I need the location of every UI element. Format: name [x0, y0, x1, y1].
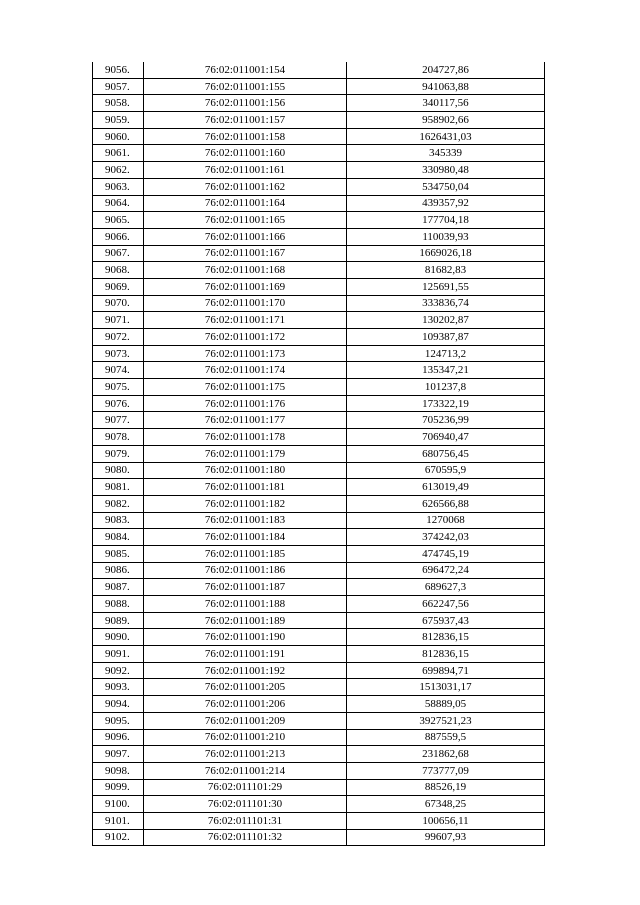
- cadastral-value-cell: 474745,19: [347, 545, 545, 562]
- cadastral-value-cell: 941063,88: [347, 78, 545, 95]
- cadastral-number-cell: 76:02:011001:184: [144, 529, 347, 546]
- row-number-cell: 9075.: [93, 379, 144, 396]
- cadastral-value-cell: 706940,47: [347, 429, 545, 446]
- row-number-cell: 9071.: [93, 312, 144, 329]
- cadastral-number-cell: 76:02:011001:192: [144, 662, 347, 679]
- cadastral-number-cell: 76:02:011001:214: [144, 762, 347, 779]
- cadastral-value-cell: 670595,9: [347, 462, 545, 479]
- cadastral-value-cell: 1669026,18: [347, 245, 545, 262]
- row-number-cell: 9061.: [93, 145, 144, 162]
- row-number-cell: 9080.: [93, 462, 144, 479]
- row-number-cell: 9083.: [93, 512, 144, 529]
- row-number-cell: 9076.: [93, 395, 144, 412]
- table-row: [93, 679, 545, 696]
- cadastral-number-cell: 76:02:011001:171: [144, 312, 347, 329]
- cadastral-value-cell: 333836,74: [347, 295, 545, 312]
- cadastral-value-cell: 662247,56: [347, 596, 545, 613]
- table-row: [93, 112, 545, 129]
- cadastral-value-cell: 626566,88: [347, 495, 545, 512]
- cadastral-value-cell: 534750,04: [347, 178, 545, 195]
- cadastral-number-cell: 76:02:011101:30: [144, 796, 347, 813]
- cadastral-value-cell: 340117,56: [347, 95, 545, 112]
- table-row: [93, 812, 545, 829]
- cadastral-number-cell: 76:02:011001:205: [144, 679, 347, 696]
- cadastral-number-cell: 76:02:011001:180: [144, 462, 347, 479]
- row-number-cell: 9057.: [93, 78, 144, 95]
- table-row: [93, 462, 545, 479]
- cadastral-value-cell: 374242,03: [347, 529, 545, 546]
- table-row: [93, 646, 545, 663]
- cadastral-value-cell: 613019,49: [347, 479, 545, 496]
- table-row: [93, 562, 545, 579]
- cadastral-number-cell: 76:02:011001:185: [144, 545, 347, 562]
- cadastral-number-cell: 76:02:011001:190: [144, 629, 347, 646]
- cadastral-number-cell: 76:02:011001:191: [144, 646, 347, 663]
- cadastral-number-cell: 76:02:011001:172: [144, 329, 347, 346]
- row-number-cell: 9094.: [93, 696, 144, 713]
- row-number-cell: 9064.: [93, 195, 144, 212]
- table-row: [93, 796, 545, 813]
- row-number-cell: 9079.: [93, 445, 144, 462]
- table-row: [93, 128, 545, 145]
- cadastral-value-cell: 675937,43: [347, 612, 545, 629]
- cadastral-number-cell: 76:02:011001:169: [144, 278, 347, 295]
- table-row: [93, 195, 545, 212]
- cadastral-number-cell: 76:02:011001:154: [144, 62, 347, 78]
- cadastral-number-cell: 76:02:011001:210: [144, 729, 347, 746]
- cadastral-number-cell: 76:02:011001:156: [144, 95, 347, 112]
- cadastral-number-cell: 76:02:011001:160: [144, 145, 347, 162]
- cadastral-number-cell: 76:02:011001:174: [144, 362, 347, 379]
- row-number-cell: 9100.: [93, 796, 144, 813]
- cadastral-number-cell: 76:02:011001:178: [144, 429, 347, 446]
- row-number-cell: 9074.: [93, 362, 144, 379]
- cadastral-value-cell: 58889,05: [347, 696, 545, 713]
- cadastral-value-cell: 231862,68: [347, 746, 545, 763]
- table-row: [93, 345, 545, 362]
- table-row: [93, 212, 545, 229]
- cadastral-number-cell: 76:02:011001:186: [144, 562, 347, 579]
- cadastral-value-cell: 177704,18: [347, 212, 545, 229]
- table-row: [93, 829, 545, 846]
- row-number-cell: 9060.: [93, 128, 144, 145]
- row-number-cell: 9093.: [93, 679, 144, 696]
- cadastral-number-cell: 76:02:011101:32: [144, 829, 347, 846]
- table-row: [93, 228, 545, 245]
- table-row: [93, 662, 545, 679]
- table-row: [93, 762, 545, 779]
- row-number-cell: 9096.: [93, 729, 144, 746]
- cadastral-number-cell: 76:02:011001:167: [144, 245, 347, 262]
- cadastral-number-cell: 76:02:011001:179: [144, 445, 347, 462]
- row-number-cell: 9092.: [93, 662, 144, 679]
- cadastral-value-cell: 135347,21: [347, 362, 545, 379]
- table-row: [93, 412, 545, 429]
- cadastral-number-cell: 76:02:011001:182: [144, 495, 347, 512]
- row-number-cell: 9069.: [93, 278, 144, 295]
- table-row: [93, 262, 545, 279]
- row-number-cell: 9102.: [93, 829, 144, 846]
- cadastral-value-cell: 689627,3: [347, 579, 545, 596]
- cadastral-number-cell: 76:02:011001:188: [144, 596, 347, 613]
- cadastral-value-cell: 173322,19: [347, 395, 545, 412]
- row-number-cell: 9077.: [93, 412, 144, 429]
- row-number-cell: 9065.: [93, 212, 144, 229]
- cadastral-value-cell: 130202,87: [347, 312, 545, 329]
- cadastral-value-cell: 812836,15: [347, 629, 545, 646]
- table-row: [93, 145, 545, 162]
- cadastral-number-cell: 76:02:011001:165: [144, 212, 347, 229]
- table-row: [93, 729, 545, 746]
- cadastral-value-cell: 1626431,03: [347, 128, 545, 145]
- cadastral-value-cell: 101237,8: [347, 379, 545, 396]
- row-number-cell: 9056.: [93, 62, 144, 78]
- cadastral-number-cell: 76:02:011001:183: [144, 512, 347, 529]
- cadastral-number-cell: 76:02:011001:161: [144, 162, 347, 179]
- table-row: [93, 512, 545, 529]
- table-row: [93, 78, 545, 95]
- row-number-cell: 9070.: [93, 295, 144, 312]
- cadastral-number-cell: 76:02:011001:166: [144, 228, 347, 245]
- row-number-cell: 9081.: [93, 479, 144, 496]
- row-number-cell: 9101.: [93, 812, 144, 829]
- row-number-cell: 9088.: [93, 596, 144, 613]
- cadastral-value-cell: 330980,48: [347, 162, 545, 179]
- row-number-cell: 9082.: [93, 495, 144, 512]
- table-row: [93, 395, 545, 412]
- cadastral-number-cell: 76:02:011001:164: [144, 195, 347, 212]
- row-number-cell: 9084.: [93, 529, 144, 546]
- table-row: [93, 479, 545, 496]
- cadastral-value-cell: 699894,71: [347, 662, 545, 679]
- table-row: [93, 162, 545, 179]
- cadastral-value-cell: 439357,92: [347, 195, 545, 212]
- cadastral-number-cell: 76:02:011001:206: [144, 696, 347, 713]
- row-number-cell: 9078.: [93, 429, 144, 446]
- table-row: [93, 362, 545, 379]
- cadastral-number-cell: 76:02:011001:209: [144, 712, 347, 729]
- table-row: [93, 579, 545, 596]
- cadastral-number-cell: 76:02:011001:213: [144, 746, 347, 763]
- cadastral-number-cell: 76:02:011001:162: [144, 178, 347, 195]
- table-row: [93, 429, 545, 446]
- cadastral-value-cell: 1270068: [347, 512, 545, 529]
- cadastral-value-cell: 345339: [347, 145, 545, 162]
- row-number-cell: 9086.: [93, 562, 144, 579]
- cadastral-number-cell: 76:02:011001:168: [144, 262, 347, 279]
- row-number-cell: 9089.: [93, 612, 144, 629]
- row-number-cell: 9072.: [93, 329, 144, 346]
- table-row: [93, 596, 545, 613]
- cadastral-number-cell: 76:02:011001:158: [144, 128, 347, 145]
- cadastral-number-cell: 76:02:011001:155: [144, 78, 347, 95]
- cadastral-value-cell: 773777,09: [347, 762, 545, 779]
- cadastral-number-cell: 76:02:011001:189: [144, 612, 347, 629]
- table-row: [93, 295, 545, 312]
- row-number-cell: 9095.: [93, 712, 144, 729]
- cadastral-value-cell: 204727,86: [347, 62, 545, 78]
- row-number-cell: 9090.: [93, 629, 144, 646]
- cadastral-value-cell: 109387,87: [347, 329, 545, 346]
- table-row: [93, 696, 545, 713]
- cadastral-value-cell: 812836,15: [347, 646, 545, 663]
- table-row: [93, 712, 545, 729]
- cadastral-value-cell: 958902,66: [347, 112, 545, 129]
- table-row: [93, 746, 545, 763]
- table-row: [93, 379, 545, 396]
- cadastral-value-cell: 680756,45: [347, 445, 545, 462]
- row-number-cell: 9091.: [93, 646, 144, 663]
- table-row: [93, 95, 545, 112]
- cadastral-number-cell: 76:02:011001:173: [144, 345, 347, 362]
- cadastral-value-cell: 705236,99: [347, 412, 545, 429]
- table-row: [93, 545, 545, 562]
- cadastral-value-cell: 88526,19: [347, 779, 545, 796]
- cadastral-number-cell: 76:02:011001:176: [144, 395, 347, 412]
- cadastral-value-cell: 887559,5: [347, 729, 545, 746]
- cadastral-number-cell: 76:02:011101:29: [144, 779, 347, 796]
- table-row: [93, 629, 545, 646]
- table-row: [93, 612, 545, 629]
- row-number-cell: 9062.: [93, 162, 144, 179]
- table-row: [93, 329, 545, 346]
- cadastral-value-table: [92, 62, 545, 846]
- table-body: [93, 62, 545, 846]
- cadastral-number-cell: 76:02:011001:177: [144, 412, 347, 429]
- table-row: [93, 445, 545, 462]
- cadastral-value-cell: 81682,83: [347, 262, 545, 279]
- cadastral-value-cell: 3927521,23: [347, 712, 545, 729]
- cadastral-number-cell: 76:02:011001:181: [144, 479, 347, 496]
- table-row: [93, 178, 545, 195]
- row-number-cell: 9098.: [93, 762, 144, 779]
- cadastral-value-cell: 1513031,17: [347, 679, 545, 696]
- row-number-cell: 9099.: [93, 779, 144, 796]
- row-number-cell: 9067.: [93, 245, 144, 262]
- cadastral-value-cell: 110039,93: [347, 228, 545, 245]
- table-row: [93, 312, 545, 329]
- row-number-cell: 9066.: [93, 228, 144, 245]
- cadastral-number-cell: 76:02:011001:175: [144, 379, 347, 396]
- table-row: [93, 495, 545, 512]
- row-number-cell: 9063.: [93, 178, 144, 195]
- table-row: [93, 278, 545, 295]
- table-row: [93, 529, 545, 546]
- row-number-cell: 9097.: [93, 746, 144, 763]
- cadastral-value-cell: 696472,24: [347, 562, 545, 579]
- row-number-cell: 9059.: [93, 112, 144, 129]
- row-number-cell: 9073.: [93, 345, 144, 362]
- cadastral-value-cell: 99607,93: [347, 829, 545, 846]
- row-number-cell: 9058.: [93, 95, 144, 112]
- row-number-cell: 9068.: [93, 262, 144, 279]
- table-row: [93, 62, 545, 78]
- cadastral-value-cell: 67348,25: [347, 796, 545, 813]
- cadastral-value-cell: 100656,11: [347, 812, 545, 829]
- cadastral-number-cell: 76:02:011101:31: [144, 812, 347, 829]
- table-row: [93, 779, 545, 796]
- table-row: [93, 245, 545, 262]
- cadastral-number-cell: 76:02:011001:187: [144, 579, 347, 596]
- row-number-cell: 9087.: [93, 579, 144, 596]
- row-number-cell: 9085.: [93, 545, 144, 562]
- cadastral-value-cell: 125691,55: [347, 278, 545, 295]
- cadastral-number-cell: 76:02:011001:170: [144, 295, 347, 312]
- cadastral-number-cell: 76:02:011001:157: [144, 112, 347, 129]
- cadastral-value-cell: 124713,2: [347, 345, 545, 362]
